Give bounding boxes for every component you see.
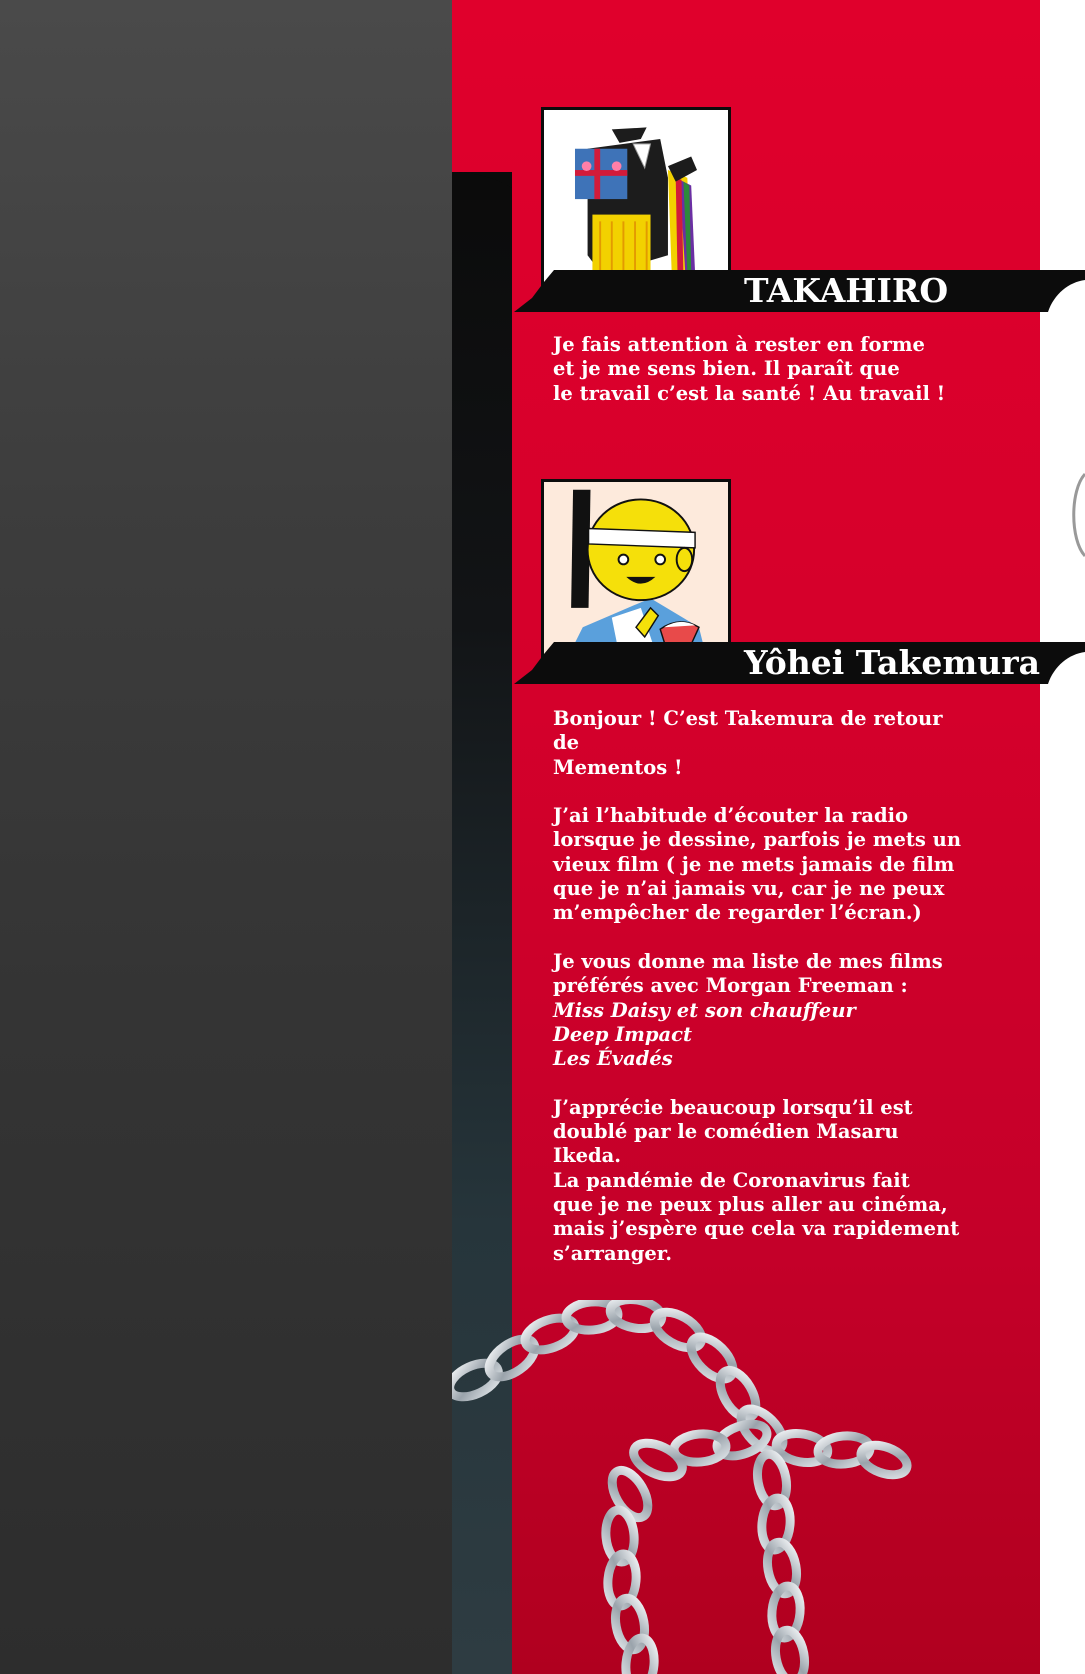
- text-line: s’arranger.: [553, 1241, 673, 1265]
- takemura-name-banner: [514, 640, 1085, 686]
- text-line: et je me sens bien. Il paraît que: [553, 357, 900, 381]
- text-line: J’ai l’habitude d’écouter la radio: [553, 804, 909, 828]
- text-line: La pandémie de Coronavirus fait: [553, 1168, 910, 1192]
- arc-decoration-icon: [1068, 470, 1085, 560]
- text-line: lorsque je dessine, parfois je mets un: [553, 828, 962, 852]
- film-title: Deep Impact: [553, 1022, 693, 1046]
- text-line: préférés avec Morgan Freeman :: [553, 974, 908, 998]
- film-title: Les Évadés: [553, 1047, 673, 1071]
- spine-curl-shape: [452, 160, 512, 200]
- left-dark-panel: [0, 0, 452, 1674]
- text-line: Je fais attention à rester en forme: [553, 333, 925, 356]
- text-line: J’apprécie beaucoup lorsqu’il est: [553, 1095, 913, 1119]
- text-line: vieux film ( je ne mets jamais de film: [553, 852, 955, 876]
- profile-name: TAKAHIRO: [744, 271, 949, 310]
- text-line: que je ne peux plus aller au cinéma,: [553, 1192, 948, 1216]
- text-line: Bonjour ! C’est Takemura de retour de: [553, 707, 943, 755]
- right-white-strip: [1040, 0, 1085, 1674]
- text-line: le travail c’est la santé ! Au travail !: [553, 381, 946, 405]
- text-line: mais j’espère que cela va rapidement: [553, 1217, 960, 1241]
- profile-name: Yôhei Takemura: [744, 643, 1041, 682]
- text-line: m’empêcher de regarder l’écran.): [553, 901, 922, 925]
- text-line: doublé par le comédien Masaru Ikeda.: [553, 1120, 899, 1168]
- yellow-character-icon: [544, 482, 728, 666]
- film-title: Miss Daisy et son chauffeur: [553, 998, 856, 1022]
- chain-icon: [452, 1300, 1040, 1674]
- takahiro-name-banner: [514, 268, 1085, 314]
- text-line: que je n’ai jamais vu, car je ne peux: [553, 877, 945, 901]
- paper-horse-icon: [544, 110, 728, 294]
- takemura-text: [553, 707, 973, 1266]
- takahiro-text: [553, 333, 973, 406]
- text-line: Je vous donne ma liste de mes films: [553, 949, 943, 973]
- text-line: Mementos !: [553, 755, 683, 779]
